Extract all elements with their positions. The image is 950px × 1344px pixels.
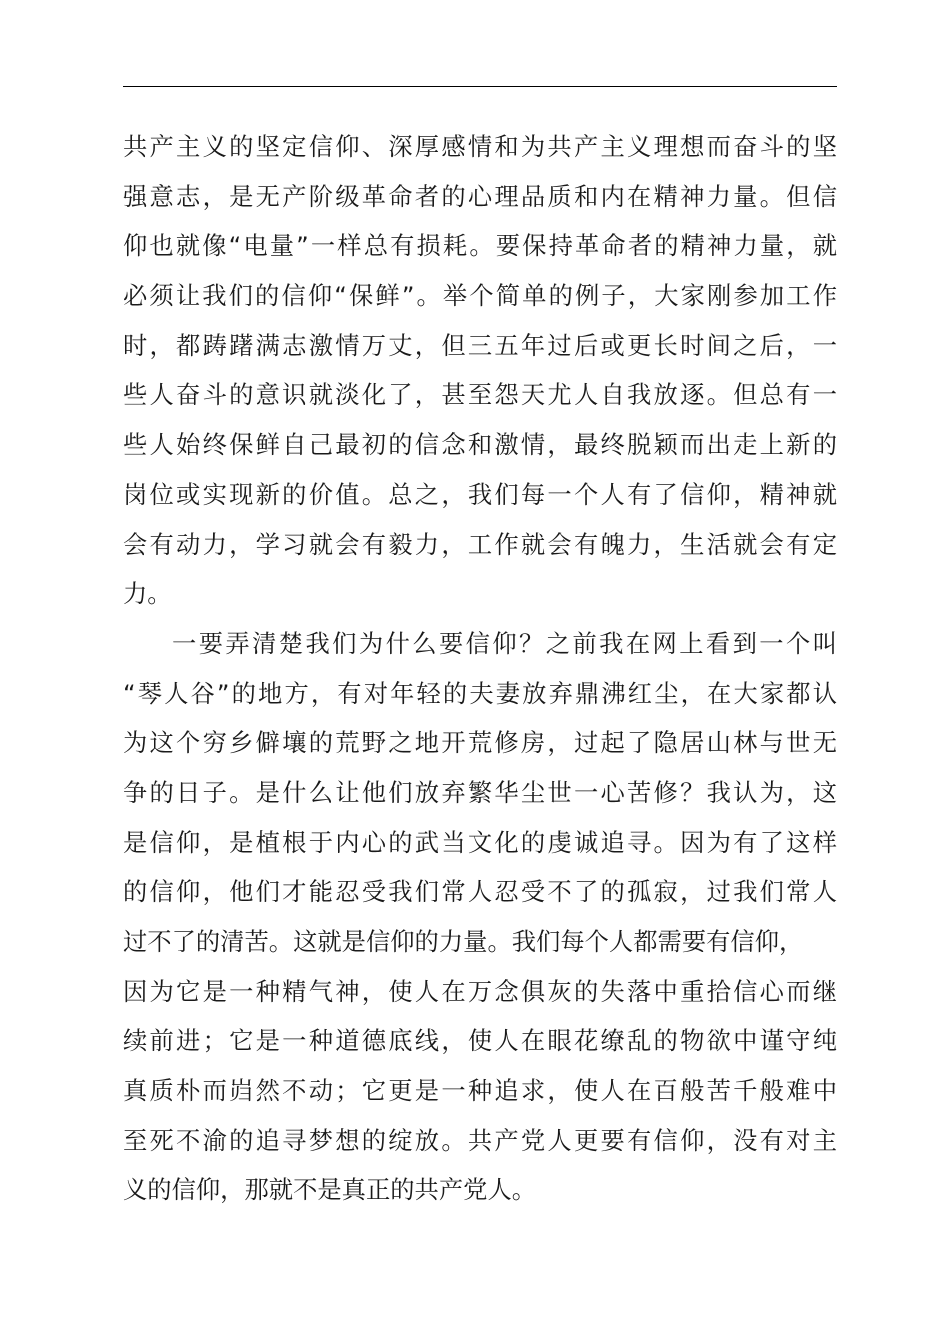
text-line: 争的日子。是什么让他们放弃繁华尘世一心苦修？我认为，这 [123, 777, 837, 807]
text-line: 共产主义的坚定信仰、深厚感情和为共产主义理想而奋斗的坚 [123, 132, 837, 161]
text-line: 真质朴而岿然不动；它更是一种追求，使人在百般苦千般难中 [123, 1076, 837, 1106]
text-line: 因为它是一种精气神，使人在万念俱灰的失落中重拾信心而继 [123, 976, 837, 1006]
document-body [123, 122, 837, 1215]
text-line: 些人始终保鲜自己最初的信念和激情，最终脱颖而出走上新的 [123, 430, 837, 460]
header-rule [123, 86, 837, 87]
text-line: 必须让我们的信仰“保鲜”。举个简单的例子，大家刚参加工作 [123, 281, 837, 311]
text-line: 续前进；它是一种道德底线，使人在眼花缭乱的物欲中谨守纯 [123, 1026, 837, 1056]
paragraph-1 [123, 122, 837, 619]
text-line: 过不了的清苦。这就是信仰的力量。我们每个人都需要有信仰， [123, 927, 804, 956]
text-line: 岗位或实现新的价值。总之，我们每一个人有了信仰，精神就 [123, 479, 837, 509]
text-line: 一要弄清楚我们为什么要信仰？之前我在网上看到一个叫 [172, 628, 837, 658]
text-line: 时，都踌躇满志激情万丈，但三五年过后或更长时间之后，一 [123, 330, 837, 360]
text-line: 仰也就像“电量”一样总有损耗。要保持革命者的精神力量，就 [123, 231, 837, 261]
text-line: 义的信仰，那就不是真正的共产党人。 [123, 1175, 537, 1205]
text-line: 是信仰，是植根于内心的武当文化的虔诚追寻。因为有了这样 [123, 827, 837, 857]
text-line: 的信仰，他们才能忍受我们常人忍受不了的孤寂，过我们常人 [123, 877, 837, 907]
text-line: 强意志，是无产阶级革命者的心理品质和内在精神力量。但信 [123, 181, 837, 211]
text-line: 些人奋斗的意识就淡化了，甚至怨天尤人自我放逐。但总有一 [123, 380, 837, 410]
text-line: “琴人谷”的地方，有对年轻的夫妻放弃鼎沸红尘，在大家都认 [123, 678, 837, 708]
paragraph-2 [123, 619, 837, 1215]
text-line: 为这个穷乡僻壤的荒野之地开荒修房，过起了隐居山林与世无 [123, 728, 837, 758]
text-line: 至死不渝的追寻梦想的绽放。共产党人更要有信仰，没有对主 [123, 1125, 837, 1155]
text-line: 力。 [123, 579, 172, 609]
text-line: 会有动力，学习就会有毅力，工作就会有魄力，生活就会有定 [123, 529, 837, 559]
